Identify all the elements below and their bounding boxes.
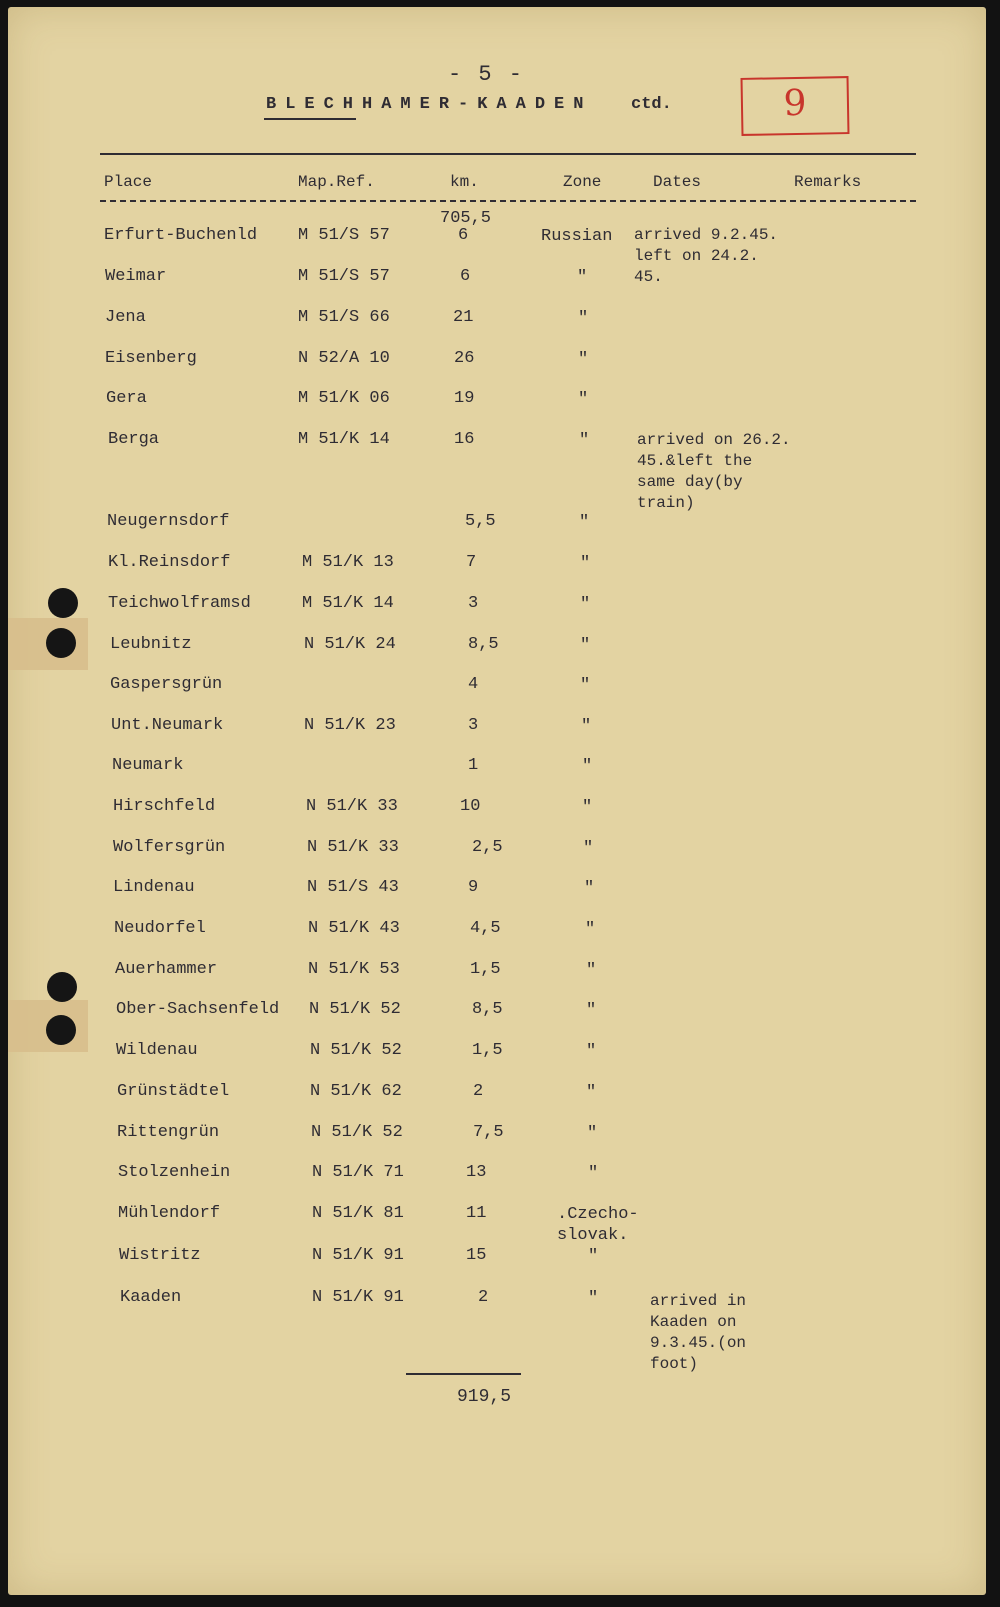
map-ref-cell: N 51/K 81	[312, 1204, 404, 1223]
zone-cell: "	[586, 961, 597, 980]
km-cell: 4	[468, 675, 479, 694]
map-ref-cell: M 51/K 13	[302, 553, 394, 572]
title-suffix: ctd.	[631, 95, 672, 114]
place-cell: Neugernsdorf	[107, 512, 230, 531]
km-cell: 16	[454, 430, 475, 449]
place-cell: Mühlendorf	[118, 1204, 221, 1223]
map-ref-cell: N 51/K 43	[308, 919, 400, 938]
km-cell: 26	[454, 349, 475, 368]
place-cell: Rittengrün	[117, 1123, 220, 1142]
km-cell: 10	[460, 797, 481, 816]
km-cell: 2,5	[472, 838, 503, 857]
punch-hole	[47, 972, 77, 1002]
zone-cell: "	[588, 1289, 599, 1308]
place-cell: Kaaden	[120, 1288, 182, 1307]
column-header-map-ref: Map.Ref.	[298, 173, 375, 191]
map-ref-cell: M 51/S 57	[298, 226, 390, 245]
km-cell: 1	[468, 756, 479, 775]
place-cell: Wildenau	[116, 1041, 198, 1060]
km-cell: 19	[454, 389, 475, 408]
map-ref-cell: N 51/K 23	[304, 716, 396, 735]
place-cell: Wolfersgrün	[113, 838, 226, 857]
km-cell: 21	[453, 308, 474, 327]
map-ref-cell: N 51/K 71	[312, 1163, 404, 1182]
km-cell: 7	[466, 553, 477, 572]
punch-hole	[48, 588, 78, 618]
zone-cell: .Czecho- slovak.	[557, 1205, 639, 1245]
place-cell: Lindenau	[113, 878, 195, 897]
map-ref-cell: M 51/K 14	[298, 430, 390, 449]
place-cell: Gaspersgrün	[110, 675, 223, 694]
km-cell: 8,5	[468, 635, 499, 654]
zone-cell: "	[580, 595, 591, 614]
place-cell: Erfurt-Buchenld	[104, 226, 258, 245]
map-ref-cell: N 51/K 24	[304, 635, 396, 654]
zone-cell: "	[583, 839, 594, 858]
km-cell: 6	[460, 267, 471, 286]
zone-cell: "	[578, 350, 589, 369]
stamp-number: 9	[783, 82, 807, 125]
map-ref-cell: N 51/K 52	[310, 1041, 402, 1060]
zone-cell: "	[580, 676, 591, 695]
place-cell: Teichwolframsd	[108, 594, 251, 613]
zone-cell: "	[577, 268, 588, 287]
km-cell: 8,5	[472, 1000, 503, 1019]
zone-cell: "	[580, 554, 591, 573]
place-cell: Neumark	[112, 756, 184, 775]
map-ref-cell: N 51/K 62	[310, 1082, 402, 1101]
map-ref-cell: M 51/S 57	[298, 267, 390, 286]
header-rule-bottom	[100, 200, 916, 202]
place-cell: Stolzenhein	[118, 1163, 231, 1182]
dates-note-kaaden: arrived in Kaaden on 9.3.45.(on foot)	[650, 1292, 747, 1373]
km-cell: 3	[468, 594, 479, 613]
map-ref-cell: M 51/S 66	[298, 308, 390, 327]
zone-cell: "	[579, 513, 590, 532]
zone-cell: "	[581, 717, 592, 736]
map-ref-cell: N 51/K 91	[312, 1288, 404, 1307]
place-cell: Jena	[105, 308, 146, 327]
zone-cell: "	[587, 1124, 598, 1143]
header-rule-top	[100, 153, 916, 155]
page-number: - 5 -	[448, 62, 525, 87]
map-ref-cell: N 51/K 33	[307, 838, 399, 857]
map-ref-cell: N 51/K 91	[312, 1246, 404, 1265]
document-page	[8, 7, 986, 1595]
place-cell: Weimar	[105, 267, 167, 286]
map-ref-cell: N 51/K 33	[306, 797, 398, 816]
document-title: BLECHHAMER-KAADEN	[266, 95, 593, 114]
punch-hole	[46, 628, 76, 658]
km-cell: 9	[468, 878, 479, 897]
column-header-place: Place	[104, 173, 153, 191]
place-cell: Berga	[108, 430, 160, 449]
zone-cell: Russian	[541, 227, 613, 246]
zone-cell: "	[579, 431, 590, 450]
place-cell: Leubnitz	[110, 635, 192, 654]
place-cell: Grünstädtel	[117, 1082, 230, 1101]
km-cell: 11	[466, 1204, 487, 1223]
km-cell: 15	[466, 1246, 487, 1265]
column-header-dates: Dates	[653, 173, 702, 191]
place-cell: Unt.Neumark	[111, 716, 224, 735]
km-cell: 1,5	[470, 960, 501, 979]
map-ref-cell: M 51/K 14	[302, 594, 394, 613]
zone-cell: "	[586, 1042, 597, 1061]
map-ref-cell: N 51/K 52	[311, 1123, 403, 1142]
dates-note-erfurt: arrived 9.2.45. left on 24.2. 45.	[634, 226, 779, 286]
zone-cell: "	[580, 636, 591, 655]
place-cell: Ober-Sachsenfeld	[116, 1000, 280, 1019]
zone-cell: "	[582, 798, 593, 817]
zone-cell: "	[588, 1164, 599, 1183]
zone-cell: "	[586, 1083, 597, 1102]
km-cell: 2	[473, 1082, 484, 1101]
place-cell: Kl.Reinsdorf	[108, 553, 231, 572]
zone-cell: "	[588, 1247, 599, 1266]
zone-cell: "	[585, 920, 596, 939]
map-ref-cell: N 51/K 53	[308, 960, 400, 979]
zone-cell: "	[584, 879, 595, 898]
column-header-km: km.	[450, 173, 479, 191]
place-cell: Gera	[106, 389, 147, 408]
zone-cell: "	[582, 757, 593, 776]
km-cell: 1,5	[472, 1041, 503, 1060]
map-ref-cell: N 51/K 52	[309, 1000, 401, 1019]
title-underline	[264, 118, 356, 120]
place-cell: Wistritz	[119, 1246, 201, 1265]
km-cell: 13	[466, 1163, 487, 1182]
place-cell: Auerhammer	[115, 960, 218, 979]
place-cell: Neudorfel	[114, 919, 206, 938]
place-cell: Hirschfeld	[113, 797, 216, 816]
total-km: 919,5	[457, 1387, 512, 1407]
map-ref-cell: M 51/K 06	[298, 389, 390, 408]
zone-cell: "	[578, 390, 589, 409]
km-cell: 7,5	[473, 1123, 504, 1142]
place-cell: Eisenberg	[105, 349, 197, 368]
total-rule	[406, 1373, 521, 1375]
punch-hole	[46, 1015, 76, 1045]
map-ref-cell: N 52/A 10	[298, 349, 390, 368]
km-cell: 3	[468, 716, 479, 735]
km-cell: 5,5	[465, 512, 496, 531]
carried-forward-total: 705,5	[440, 209, 492, 228]
column-header-zone: Zone	[563, 173, 602, 191]
column-header-remarks: Remarks	[794, 173, 862, 191]
page-stamp	[741, 76, 850, 136]
zone-cell: "	[586, 1001, 597, 1020]
zone-cell: "	[578, 309, 589, 328]
dates-note-berga: arrived on 26.2. 45.&left the same day(by train)	[637, 431, 791, 512]
map-ref-cell: N 51/S 43	[307, 878, 399, 897]
km-cell: 2	[478, 1288, 489, 1307]
km-cell: 4,5	[470, 919, 501, 938]
km-cell: 6	[458, 226, 469, 245]
